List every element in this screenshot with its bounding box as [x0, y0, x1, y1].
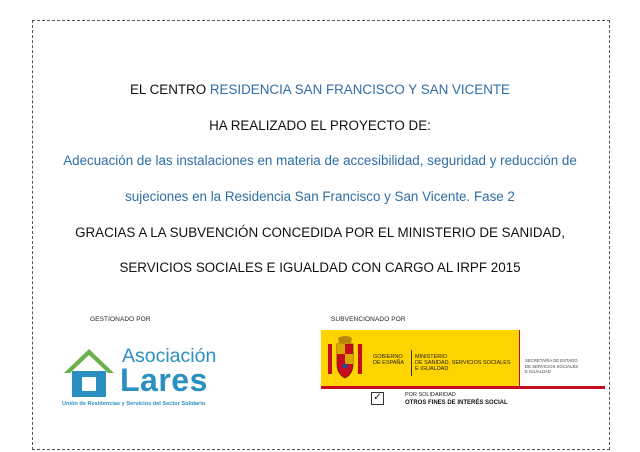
lares-logo [62, 343, 232, 419]
centre-heading [0, 82, 640, 97]
centre-prefix: EL CENTRO [130, 82, 207, 97]
thanks-line-1: GRACIAS A LA SUBVENCIÓN CONCEDIDA POR EL MINISTERIO DE SANIDAD, [75, 225, 565, 240]
gobierno-separator [411, 350, 412, 376]
solidarity-checkbox-icon: ✓ [371, 392, 384, 405]
project-line-2: sujeciones en la Residencia San Francisco y San Vicente. Fase 2 [125, 189, 515, 204]
house-icon [62, 347, 116, 399]
lares-tagline: Unión de Residencias y Servicios del Sector Solidario [62, 401, 206, 407]
gobierno-red-rule [321, 386, 605, 389]
funded-label: SUBVENCIONADO POR [331, 316, 406, 323]
centre-name: RESIDENCIA SAN FRANCISCO Y SAN VICENTE [209, 82, 510, 97]
ministry-text: MINISTERIO DE SANIDAD, SERVICIOS SOCIALES E IGUALDAD [415, 354, 511, 372]
project-line-1: Adecuación de las instalaciones en materia de accesibilidad, seguridad y reducción de [63, 153, 577, 168]
lares-name-line-1: Asociación [122, 345, 217, 367]
gobierno-logo [321, 330, 605, 414]
subtitle: HA REALIZADO EL PROYECTO DE: [209, 118, 431, 133]
solidarity-purpose: OTROS FINES DE INTERÉS SOCIAL [405, 400, 508, 406]
coat-of-arms-icon [325, 334, 365, 382]
gobierno-text: GOBIERNO DE ESPAÑA [373, 354, 405, 366]
thanks-line-2: SERVICIOS SOCIALES E IGUALDAD CON CARGO AL IRPF 2015 [119, 260, 521, 275]
lares-name-line-2: Lares [120, 362, 208, 398]
solidarity-label: POR SOLIDARIDAD [405, 392, 456, 398]
secretary-text: SECRETARÍA DE ESTADO DE SERVICIOS SOCIALES E IGUALDAD [525, 358, 579, 374]
managed-label: GESTIONADO POR [90, 316, 151, 323]
